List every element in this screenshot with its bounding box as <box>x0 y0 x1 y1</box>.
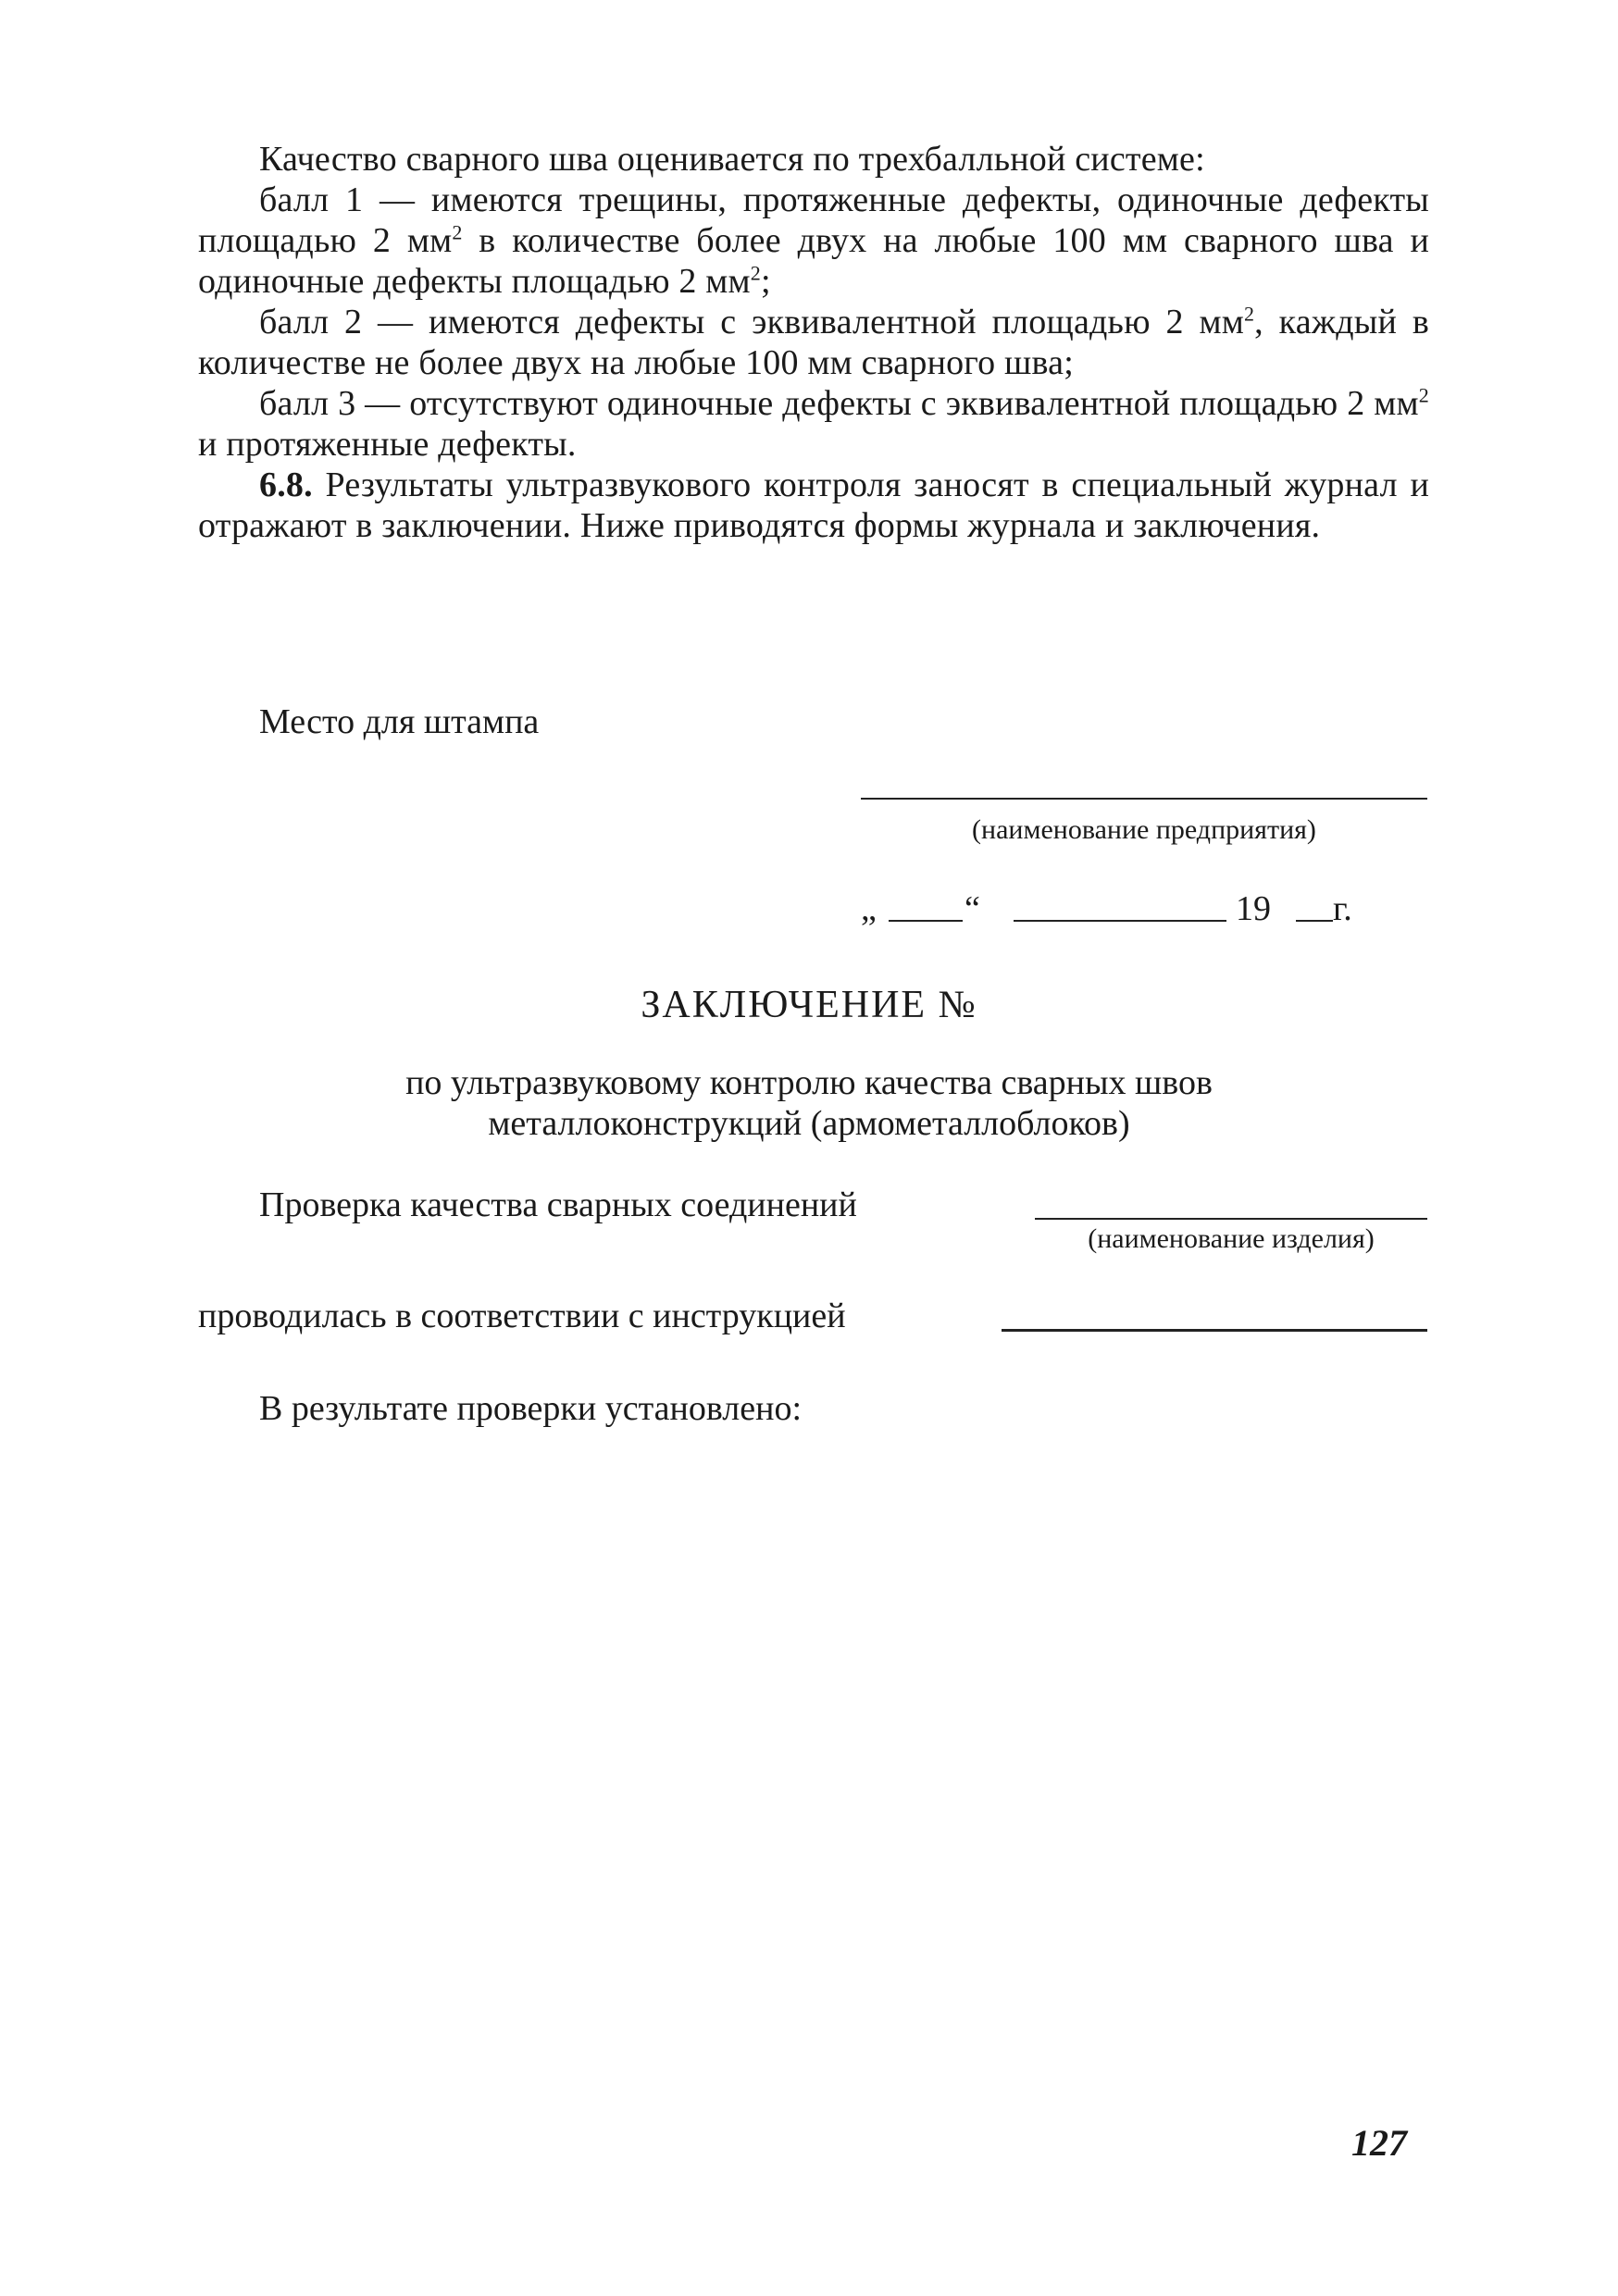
date-field <box>861 888 1427 935</box>
paragraph-grade-1 <box>198 180 1429 302</box>
text: в количестве более двух на любые 100 мм сварного шва и одиночные дефекты площадью 2 мм <box>198 221 1429 301</box>
date-close-quote: “ <box>965 889 980 928</box>
text: Качество сварного шва оценивается по трехбалльной системе: <box>259 140 1205 179</box>
date-month-line <box>1014 920 1226 922</box>
page-number: 127 <box>1351 2122 1407 2164</box>
enterprise-name-line <box>861 798 1427 800</box>
product-name-caption: (наименование изделия) <box>1088 1223 1375 1254</box>
section-number: 6.8. <box>259 465 313 504</box>
date-year-prefix: 19 <box>1236 889 1271 928</box>
stamp-placeholder-label: Место для штампа <box>259 702 540 741</box>
text: ; <box>761 262 771 301</box>
instruction-label: проводилась в соответствии с инструкцией <box>198 1297 846 1335</box>
body-text <box>198 139 1429 546</box>
superscript: 2 <box>1418 383 1429 407</box>
instruction-line <box>1002 1329 1427 1332</box>
text: балл 2 — имеются дефекты с эквивалентной площадью 2 мм <box>259 303 1244 341</box>
subtitle-line-1: по ультразвуковому контролю качества сварных швов <box>405 1063 1213 1102</box>
result-label: В результате проверки установлено: <box>259 1389 803 1428</box>
date-day-line <box>889 920 963 922</box>
paragraph-grading-intro <box>198 139 1429 180</box>
subtitle-line-2: металлоконструкций (армометаллоблоков) <box>488 1104 1130 1143</box>
check-label: Проверка качества сварных соединений <box>259 1185 857 1224</box>
date-open-quote: „ <box>861 889 877 928</box>
enterprise-name-caption: (наименование предприятия) <box>972 814 1316 845</box>
paragraph-grade-2 <box>198 302 1429 383</box>
product-name-line <box>1035 1218 1427 1220</box>
text: Результаты ультразвукового контроля заносят в специальный журнал и отражают в заключении. Ниже приводятся формы журнала и заключения. <box>198 465 1429 545</box>
date-year-line <box>1296 920 1333 922</box>
conclusion-subtitle <box>0 1062 1618 1144</box>
superscript: 2 <box>452 220 463 244</box>
text: , каждый в количестве не более двух на любые 100 мм сварного шва; <box>198 303 1430 382</box>
superscript: 2 <box>1243 302 1255 326</box>
text: балл 1 — имеются трещины, протяженные дефекты, одиночные дефекты площадью 2 мм <box>198 180 1429 260</box>
text: балл 3 — отсутствуют одиночные дефекты с эквивалентной площадью 2 мм <box>259 384 1419 423</box>
superscript: 2 <box>750 261 761 285</box>
text: и протяженные дефекты. <box>198 425 577 464</box>
paragraph-grade-3 <box>198 383 1429 465</box>
date-year-suffix: г. <box>1333 889 1352 928</box>
paragraph-6-8 <box>198 465 1429 546</box>
conclusion-title: ЗАКЛЮЧЕНИЕ № <box>641 984 977 1026</box>
